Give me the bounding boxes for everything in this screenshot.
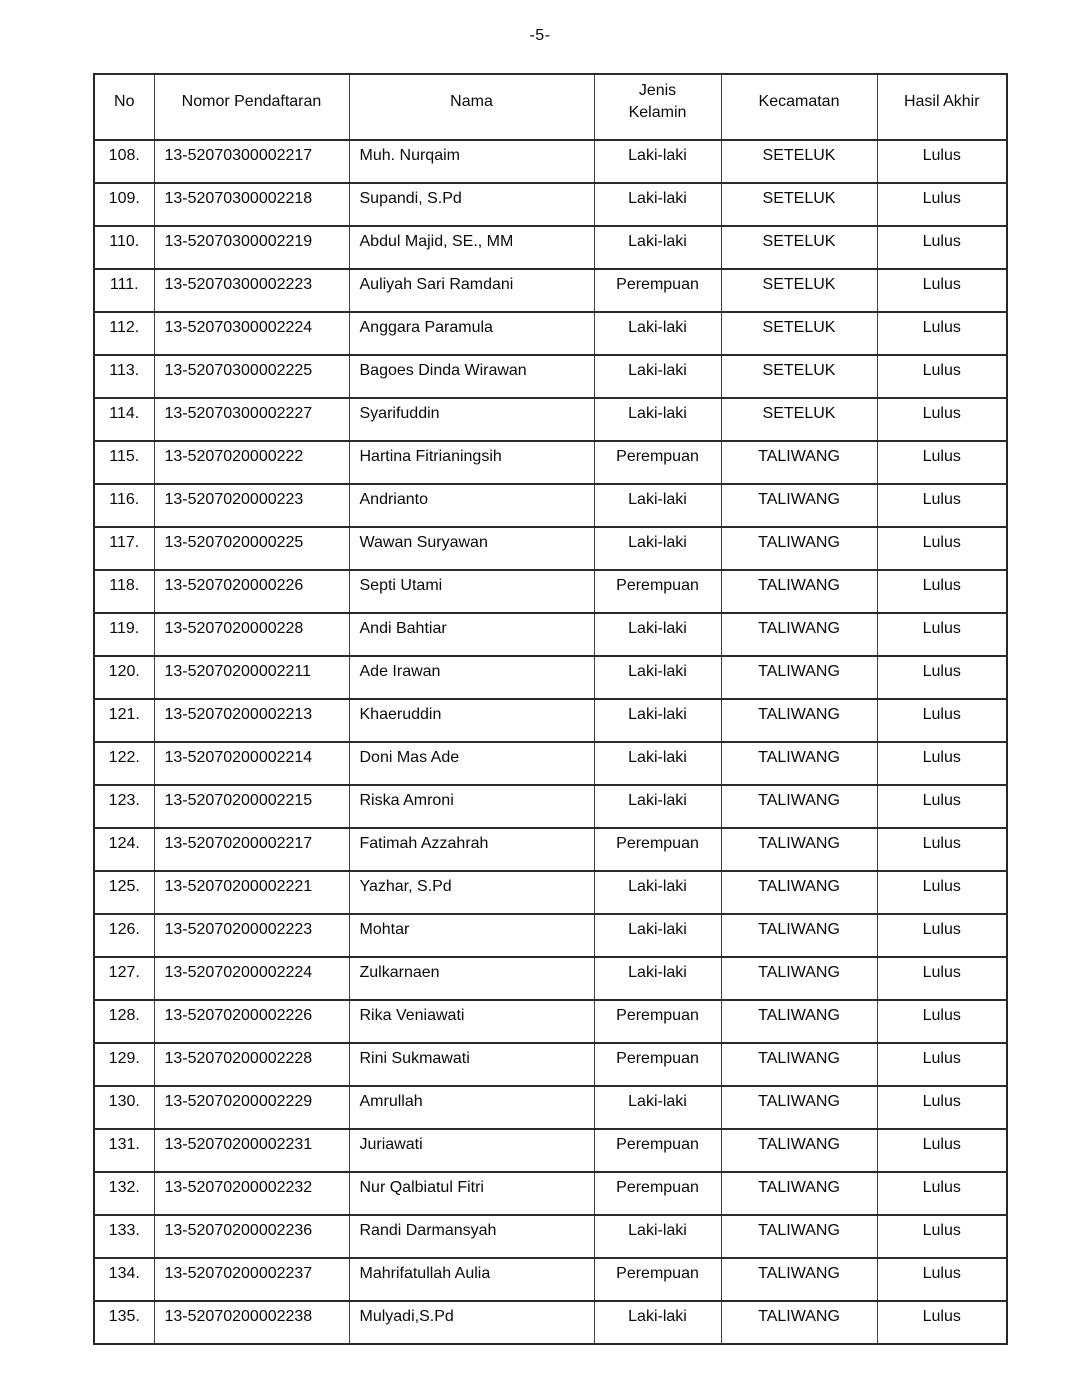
cell-no: 115. (94, 441, 154, 484)
cell-hasil-akhir: Lulus (877, 613, 1007, 656)
col-header-kecamatan (721, 74, 877, 140)
cell-no: 114. (94, 398, 154, 441)
col-header-nomor-pendaftaran-label: Nomor Pendaftaran (181, 92, 322, 110)
cell-kecamatan: TALIWANG (721, 1000, 877, 1043)
cell-hasil-akhir: Lulus (877, 441, 1007, 484)
cell-kecamatan: TALIWANG (721, 742, 877, 785)
cell-hasil-akhir: Lulus (877, 484, 1007, 527)
cell-nama: Septi Utami (349, 570, 594, 613)
cell-hasil-akhir: Lulus (877, 742, 1007, 785)
cell-jenis-kelamin: Laki-laki (594, 140, 721, 183)
cell-no: 119. (94, 613, 154, 656)
cell-nama: Andrianto (349, 484, 594, 527)
cell-hasil-akhir: Lulus (877, 1215, 1007, 1258)
cell-kecamatan: TALIWANG (721, 828, 877, 871)
cell-no: 108. (94, 140, 154, 183)
cell-jenis-kelamin: Laki-laki (594, 1301, 721, 1344)
cell-jenis-kelamin: Perempuan (594, 1000, 721, 1043)
cell-hasil-akhir: Lulus (877, 1301, 1007, 1344)
cell-hasil-akhir: Lulus (877, 570, 1007, 613)
cell-hasil-akhir: Lulus (877, 785, 1007, 828)
cell-kecamatan: SETELUK (721, 312, 877, 355)
cell-nomor-pendaftaran: 13-52070200002231 (154, 1129, 349, 1172)
cell-kecamatan: TALIWANG (721, 914, 877, 957)
col-header-hasil-akhir (877, 74, 1007, 140)
table-row (94, 957, 1007, 1000)
cell-no: 126. (94, 914, 154, 957)
page-number: -5- (529, 27, 551, 44)
table-row (94, 1258, 1007, 1301)
table-row (94, 1172, 1007, 1215)
cell-jenis-kelamin: Laki-laki (594, 742, 721, 785)
cell-jenis-kelamin: Laki-laki (594, 398, 721, 441)
cell-no: 118. (94, 570, 154, 613)
cell-kecamatan: SETELUK (721, 269, 877, 312)
table-row (94, 312, 1007, 355)
cell-nomor-pendaftaran: 13-52070200002228 (154, 1043, 349, 1086)
cell-jenis-kelamin: Laki-laki (594, 183, 721, 226)
cell-jenis-kelamin: Laki-laki (594, 226, 721, 269)
cell-nomor-pendaftaran: 13-52070200002237 (154, 1258, 349, 1301)
cell-nomor-pendaftaran: 13-52070200002232 (154, 1172, 349, 1215)
cell-nomor-pendaftaran: 13-52070200002238 (154, 1301, 349, 1344)
cell-no: 132. (94, 1172, 154, 1215)
cell-nomor-pendaftaran: 13-52070200002214 (154, 742, 349, 785)
cell-jenis-kelamin: Laki-laki (594, 1215, 721, 1258)
cell-hasil-akhir: Lulus (877, 1129, 1007, 1172)
cell-nama: Abdul Majid, SE., MM (349, 226, 594, 269)
cell-nama: Muh. Nurqaim (349, 140, 594, 183)
cell-kecamatan: TALIWANG (721, 785, 877, 828)
cell-nomor-pendaftaran: 13-5207020000228 (154, 613, 349, 656)
cell-nama: Bagoes Dinda Wirawan (349, 355, 594, 398)
cell-nomor-pendaftaran: 13-52070300002217 (154, 140, 349, 183)
cell-no: 129. (94, 1043, 154, 1086)
table-row (94, 1043, 1007, 1086)
cell-jenis-kelamin: Laki-laki (594, 312, 721, 355)
cell-hasil-akhir: Lulus (877, 1086, 1007, 1129)
cell-jenis-kelamin: Laki-laki (594, 656, 721, 699)
cell-hasil-akhir: Lulus (877, 1000, 1007, 1043)
cell-nama: Doni Mas Ade (349, 742, 594, 785)
cell-jenis-kelamin: Perempuan (594, 828, 721, 871)
cell-nama: Syarifuddin (349, 398, 594, 441)
cell-nomor-pendaftaran: 13-52070200002229 (154, 1086, 349, 1129)
cell-nama: Mohtar (349, 914, 594, 957)
cell-nomor-pendaftaran: 13-52070200002226 (154, 1000, 349, 1043)
table-row (94, 183, 1007, 226)
cell-jenis-kelamin: Laki-laki (594, 957, 721, 1000)
table-row (94, 1000, 1007, 1043)
cell-no: 121. (94, 699, 154, 742)
cell-no: 131. (94, 1129, 154, 1172)
cell-nomor-pendaftaran: 13-5207020000223 (154, 484, 349, 527)
cell-nomor-pendaftaran: 13-52070200002236 (154, 1215, 349, 1258)
cell-nama: Nur Qalbiatul Fitri (349, 1172, 594, 1215)
col-header-nama-label: Nama (450, 92, 493, 110)
table-row (94, 785, 1007, 828)
cell-jenis-kelamin: Laki-laki (594, 699, 721, 742)
col-header-nama (349, 74, 594, 140)
cell-no: 124. (94, 828, 154, 871)
cell-no: 112. (94, 312, 154, 355)
table-row (94, 613, 1007, 656)
cell-kecamatan: TALIWANG (721, 613, 877, 656)
cell-kecamatan: SETELUK (721, 183, 877, 226)
col-header-hasil-akhir-label: Hasil Akhir (903, 92, 980, 110)
cell-hasil-akhir: Lulus (877, 656, 1007, 699)
table-row (94, 269, 1007, 312)
cell-nama: Rika Veniawati (349, 1000, 594, 1043)
col-header-no-label: No (114, 92, 135, 110)
cell-no: 125. (94, 871, 154, 914)
table-header-row (94, 74, 1007, 140)
cell-jenis-kelamin: Laki-laki (594, 785, 721, 828)
cell-hasil-akhir: Lulus (877, 1172, 1007, 1215)
cell-nomor-pendaftaran: 13-52070300002227 (154, 398, 349, 441)
table-row (94, 355, 1007, 398)
table-row (94, 398, 1007, 441)
table-row (94, 1215, 1007, 1258)
cell-nomor-pendaftaran: 13-52070200002217 (154, 828, 349, 871)
cell-kecamatan: TALIWANG (721, 1258, 877, 1301)
table-row (94, 742, 1007, 785)
cell-hasil-akhir: Lulus (877, 355, 1007, 398)
table-row (94, 914, 1007, 957)
cell-jenis-kelamin: Perempuan (594, 441, 721, 484)
cell-hasil-akhir: Lulus (877, 871, 1007, 914)
cell-hasil-akhir: Lulus (877, 398, 1007, 441)
cell-hasil-akhir: Lulus (877, 914, 1007, 957)
cell-nama: Mahrifatullah Aulia (349, 1258, 594, 1301)
cell-kecamatan: TALIWANG (721, 1086, 877, 1129)
cell-nomor-pendaftaran: 13-52070200002221 (154, 871, 349, 914)
col-header-jenis-kelamin-label: Jenis Kelamin (628, 81, 687, 121)
cell-nomor-pendaftaran: 13-5207020000225 (154, 527, 349, 570)
table-row (94, 441, 1007, 484)
cell-kecamatan: TALIWANG (721, 441, 877, 484)
cell-kecamatan: TALIWANG (721, 570, 877, 613)
cell-hasil-akhir: Lulus (877, 828, 1007, 871)
cell-hasil-akhir: Lulus (877, 1043, 1007, 1086)
col-header-jenis-kelamin (594, 74, 721, 140)
cell-nama: Yazhar, S.Pd (349, 871, 594, 914)
cell-hasil-akhir: Lulus (877, 527, 1007, 570)
table-row (94, 527, 1007, 570)
cell-jenis-kelamin: Perempuan (594, 1258, 721, 1301)
cell-nomor-pendaftaran: 13-52070300002219 (154, 226, 349, 269)
cell-nomor-pendaftaran: 13-52070300002218 (154, 183, 349, 226)
table-row (94, 140, 1007, 183)
cell-jenis-kelamin: Perempuan (594, 1043, 721, 1086)
cell-nama: Andi Bahtiar (349, 613, 594, 656)
cell-hasil-akhir: Lulus (877, 269, 1007, 312)
cell-nomor-pendaftaran: 13-52070200002223 (154, 914, 349, 957)
cell-no: 127. (94, 957, 154, 1000)
cell-kecamatan: TALIWANG (721, 871, 877, 914)
cell-no: 130. (94, 1086, 154, 1129)
cell-jenis-kelamin: Perempuan (594, 269, 721, 312)
cell-kecamatan: TALIWANG (721, 699, 877, 742)
cell-nomor-pendaftaran: 13-5207020000226 (154, 570, 349, 613)
table-row (94, 1301, 1007, 1344)
table-row (94, 226, 1007, 269)
cell-nomor-pendaftaran: 13-52070200002211 (154, 656, 349, 699)
cell-jenis-kelamin: Laki-laki (594, 527, 721, 570)
cell-hasil-akhir: Lulus (877, 140, 1007, 183)
cell-nomor-pendaftaran: 13-52070200002224 (154, 957, 349, 1000)
cell-hasil-akhir: Lulus (877, 183, 1007, 226)
cell-kecamatan: TALIWANG (721, 484, 877, 527)
cell-hasil-akhir: Lulus (877, 312, 1007, 355)
table-row (94, 484, 1007, 527)
cell-no: 133. (94, 1215, 154, 1258)
table-row (94, 828, 1007, 871)
cell-nomor-pendaftaran: 13-52070200002215 (154, 785, 349, 828)
cell-nama: Zulkarnaen (349, 957, 594, 1000)
cell-jenis-kelamin: Perempuan (594, 570, 721, 613)
table-row (94, 1129, 1007, 1172)
results-table (93, 73, 1008, 1345)
table-row (94, 656, 1007, 699)
table-row (94, 871, 1007, 914)
cell-nomor-pendaftaran: 13-5207020000222 (154, 441, 349, 484)
cell-kecamatan: TALIWANG (721, 1043, 877, 1086)
cell-nama: Supandi, S.Pd (349, 183, 594, 226)
cell-no: 134. (94, 1258, 154, 1301)
cell-nama: Randi Darmansyah (349, 1215, 594, 1258)
cell-no: 109. (94, 183, 154, 226)
table-row (94, 570, 1007, 613)
cell-no: 123. (94, 785, 154, 828)
cell-kecamatan: SETELUK (721, 398, 877, 441)
cell-no: 111. (94, 269, 154, 312)
table-row (94, 699, 1007, 742)
cell-kecamatan: TALIWANG (721, 1215, 877, 1258)
cell-no: 117. (94, 527, 154, 570)
cell-nama: Anggara Paramula (349, 312, 594, 355)
cell-jenis-kelamin: Laki-laki (594, 613, 721, 656)
cell-hasil-akhir: Lulus (877, 699, 1007, 742)
cell-jenis-kelamin: Laki-laki (594, 871, 721, 914)
cell-nama: Wawan Suryawan (349, 527, 594, 570)
cell-nama: Amrullah (349, 1086, 594, 1129)
cell-no: 128. (94, 1000, 154, 1043)
table-body (94, 140, 1007, 1344)
cell-no: 113. (94, 355, 154, 398)
cell-kecamatan: TALIWANG (721, 527, 877, 570)
cell-nomor-pendaftaran: 13-52070200002213 (154, 699, 349, 742)
col-header-no (94, 74, 154, 140)
cell-kecamatan: TALIWANG (721, 1301, 877, 1344)
cell-nama: Khaeruddin (349, 699, 594, 742)
cell-kecamatan: TALIWANG (721, 957, 877, 1000)
cell-kecamatan: SETELUK (721, 140, 877, 183)
cell-kecamatan: TALIWANG (721, 1172, 877, 1215)
cell-nama: Riska Amroni (349, 785, 594, 828)
cell-nama: Auliyah Sari Ramdani (349, 269, 594, 312)
table-row (94, 1086, 1007, 1129)
cell-hasil-akhir: Lulus (877, 957, 1007, 1000)
cell-kecamatan: TALIWANG (721, 1129, 877, 1172)
cell-nomor-pendaftaran: 13-52070300002224 (154, 312, 349, 355)
cell-hasil-akhir: Lulus (877, 226, 1007, 269)
cell-nama: Mulyadi,S.Pd (349, 1301, 594, 1344)
cell-jenis-kelamin: Laki-laki (594, 1086, 721, 1129)
cell-jenis-kelamin: Laki-laki (594, 484, 721, 527)
cell-nomor-pendaftaran: 13-52070300002225 (154, 355, 349, 398)
cell-nama: Juriawati (349, 1129, 594, 1172)
cell-nama: Rini Sukmawati (349, 1043, 594, 1086)
cell-nama: Hartina Fitrianingsih (349, 441, 594, 484)
cell-jenis-kelamin: Perempuan (594, 1129, 721, 1172)
cell-jenis-kelamin: Laki-laki (594, 914, 721, 957)
cell-no: 116. (94, 484, 154, 527)
cell-jenis-kelamin: Laki-laki (594, 355, 721, 398)
cell-hasil-akhir: Lulus (877, 1258, 1007, 1301)
col-header-kecamatan-label: Kecamatan (758, 92, 840, 110)
cell-jenis-kelamin: Perempuan (594, 1172, 721, 1215)
cell-kecamatan: SETELUK (721, 355, 877, 398)
cell-nama: Fatimah Azzahrah (349, 828, 594, 871)
col-header-nomor-pendaftaran (154, 74, 349, 140)
cell-kecamatan: SETELUK (721, 226, 877, 269)
cell-nomor-pendaftaran: 13-52070300002223 (154, 269, 349, 312)
cell-nama: Ade Irawan (349, 656, 594, 699)
cell-no: 135. (94, 1301, 154, 1344)
cell-no: 120. (94, 656, 154, 699)
cell-kecamatan: TALIWANG (721, 656, 877, 699)
cell-no: 122. (94, 742, 154, 785)
cell-no: 110. (94, 226, 154, 269)
